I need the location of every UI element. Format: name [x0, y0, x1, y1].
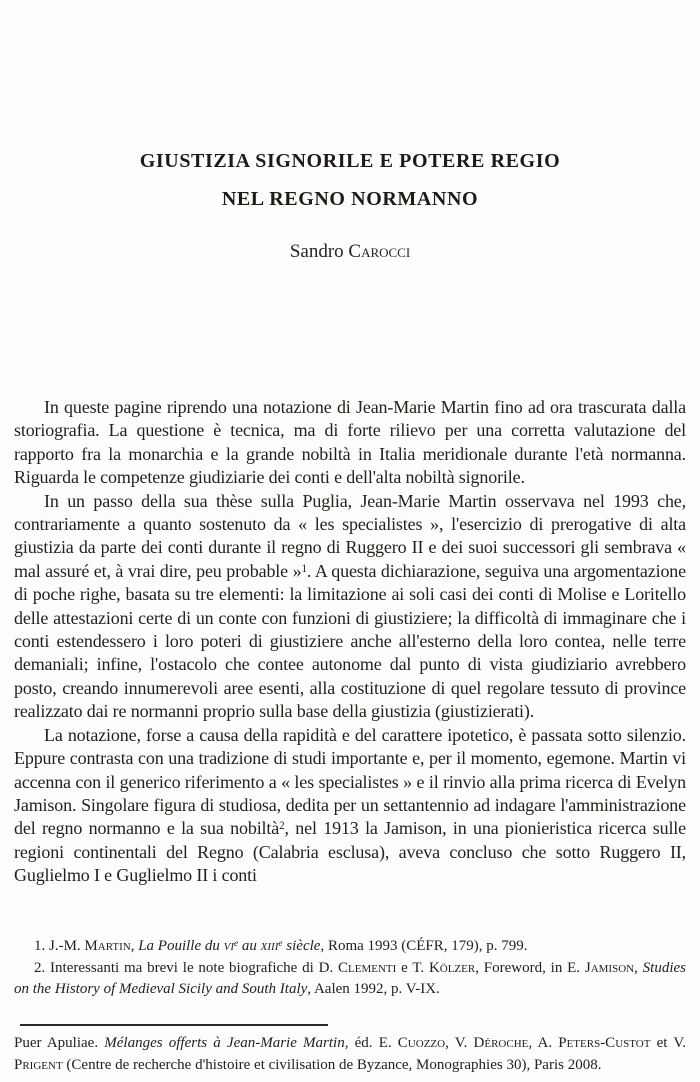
- article-title-line-2: NEL REGNO NORMANNO: [221, 188, 479, 210]
- text-segment: . A questa dichiarazione, seguiva una argomentazione di poche righe, basata su tre elementi: la limitazione ai soli casi dei conti di Molise e Loritello delle attestazioni certe di un conte con funzioni di giustiziere; la difficoltà di immaginare che i conti estendessero i loro poteri di giustiziere anche all'esterno della loro contea, nelle terre demaniali; infine, l'ostacolo che contee autonome dal punto di vista giudiziario avrebbero posto, creando innumerevoli aree esenti, alla costituzione di quel regolare tessuto di province realizzato dai re normanni proprio sulla base della giustizia (giustizierati).: [14, 560, 686, 722]
- text-segment: Peters-Custot: [558, 1035, 651, 1051]
- paragraph-2: [14, 490, 686, 724]
- text-segment: Mélanges offerts à Jean-Marie Martin: [104, 1035, 345, 1051]
- text-segment: Martin: [84, 938, 131, 954]
- article-title: [0, 142, 700, 218]
- text-segment: 1. J.-M.: [34, 938, 85, 954]
- footnote-1: [14, 936, 686, 958]
- text-segment: au: [238, 938, 261, 954]
- text-segment: et V.: [650, 1035, 686, 1051]
- text-segment: In un passo della sua thèse sulla Puglia, Jean-Marie Martin osservava nel 1993 che, contrariamente a quanto sostenuto da « les specialistes », l'esercizio di prerogative di alta giustizia da parte dei conti durante il regno di Ruggero II e dei suoi successori gli sembrava « mal assuré et, à vrai dire, peu probable »: [14, 490, 686, 581]
- footnotes-section: [14, 936, 686, 1001]
- text-segment: e T.: [396, 959, 429, 976]
- text-segment: Studies on the History of Medieval Sicily and South Italy: [14, 959, 687, 997]
- text-segment: La notazione, forse a causa della rapidità e del carattere ipotetico, è passata sotto silenzio. Eppure contrasta con una tradizione di studi importante e, per il momento, egemone. Martin vi accenna con il generico riferimento a « les specialistes » e il rinvio alla prima ricerca di Evelyn Jamison. Singolare figura di studiosa, dedita per un settantennio ad indagare l'amministrazione del regno normanno e la sua nobiltà: [14, 724, 686, 839]
- text-segment: , Roma 1993 (CÉFR, 179), p. 799.: [320, 938, 528, 954]
- author-name: [0, 241, 700, 263]
- paragraph-3: [14, 724, 686, 888]
- text-segment: Clementi: [338, 959, 397, 976]
- footnote-reference-marker: e: [234, 938, 239, 949]
- text-segment: siècle: [282, 938, 321, 954]
- text-segment: Cuozzo: [397, 1035, 446, 1051]
- text-segment: xiii: [260, 938, 279, 954]
- text-segment: Carocci: [348, 241, 411, 262]
- text-segment: vi: [223, 938, 235, 954]
- text-segment: (Centre de recherche d'histoire et civilisation de Byzance, Monographies 30), Paris 2008.: [62, 1056, 602, 1073]
- paragraph-1: [14, 396, 686, 490]
- footnote-reference-marker: 2: [279, 820, 285, 833]
- article-body: [14, 396, 686, 888]
- text-segment: , éd. E.: [344, 1035, 398, 1051]
- text-segment: ,: [634, 959, 643, 976]
- text-segment: , A.: [528, 1035, 559, 1051]
- footnote-reference-marker: e: [278, 938, 283, 949]
- text-segment: Prigent: [14, 1056, 63, 1073]
- text-segment: Jamison: [584, 959, 635, 976]
- text-segment: 2. Interessanti ma brevi le note biografiche di D.: [34, 959, 339, 976]
- article-title-line-1: GIUSTIZIA SIGNORILE E POTERE REGIO: [139, 150, 561, 172]
- text-segment: , Aalen 1992, p. V-IX.: [307, 981, 440, 997]
- text-segment: Puer Apuliae.: [14, 1035, 105, 1051]
- text-segment: , Foreword, in E.: [475, 959, 585, 976]
- text-segment: Déroche: [473, 1035, 529, 1051]
- text-segment: ,: [130, 938, 139, 954]
- text-segment: In queste pagine riprendo una notazione di Jean-Marie Martin fino ad ora trascurata dalla storiografia. La questione è tecnica, ma di forte rilievo per una corretta valutazione del rapporto fra la monarchia e la grande nobiltà in Italia meridionale durante l'età normanna. Riguarda le competenze giudiziarie dei conti e dell'alta nobiltà signorile.: [14, 397, 686, 488]
- publication-footer: [14, 1033, 686, 1077]
- text-segment: Sandro: [289, 241, 349, 262]
- text-segment: , V.: [445, 1035, 474, 1051]
- text-segment: La Pouille du: [138, 938, 224, 954]
- footnote-2: [14, 958, 686, 1001]
- text-segment: , nel 1913 la Jamison, in una pionieristica ricerca sulle regioni continentali del Regno (Calabria esclusa), aveva concluso che sotto Ruggero II, Guglielmo I e Guglielmo II i conti: [14, 818, 686, 886]
- text-segment: Kölzer: [428, 959, 476, 976]
- footer-divider-rule: [20, 1024, 328, 1026]
- footnote-reference-marker: 1: [301, 562, 307, 575]
